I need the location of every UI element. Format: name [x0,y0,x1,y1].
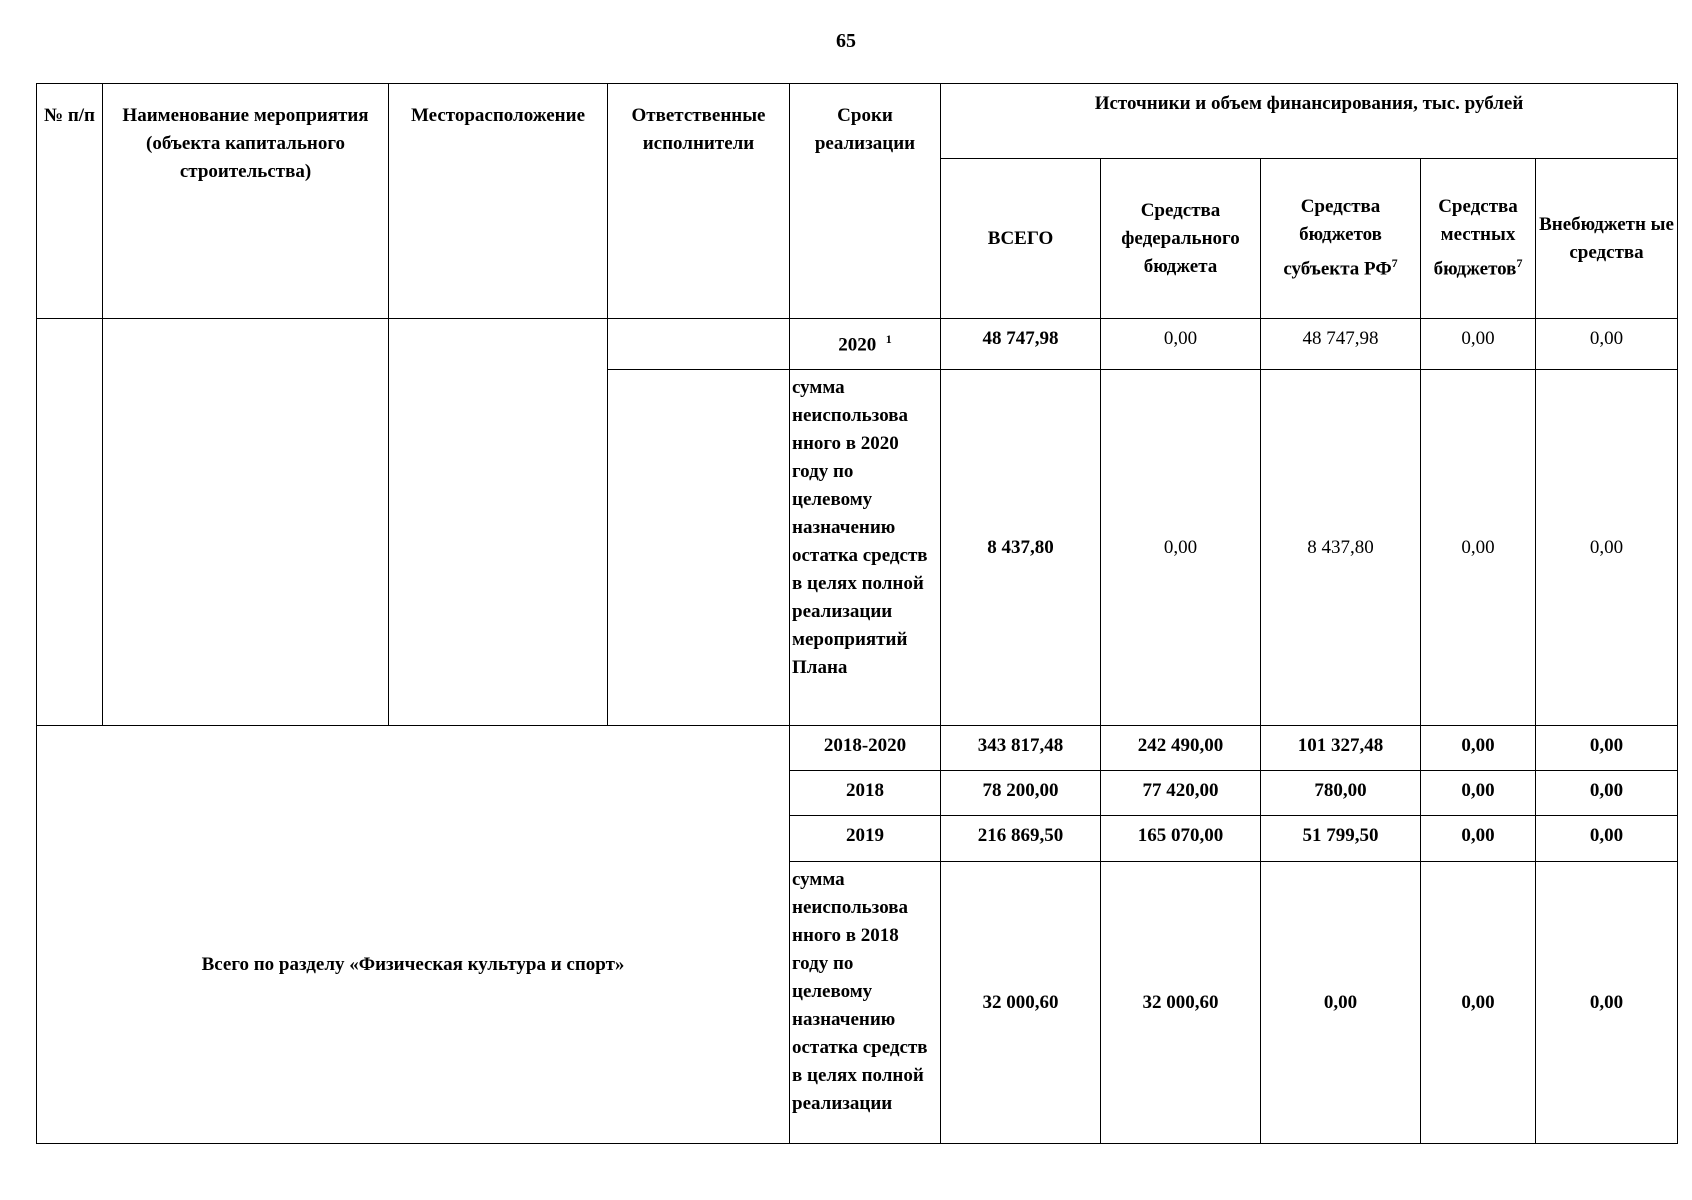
header-federal: Средства федерального бюджета [1101,159,1261,319]
cell-term: сумма неиспользова нного в 2020 году по целевому назначению остатка средств в целях полной реализации мероприятий Плана [790,370,941,726]
cell-federal: 77 420,00 [1101,771,1261,816]
term-text: 2020 [838,334,877,356]
summary-label: Всего по разделу «Физическая культура и спорт» [37,726,790,1144]
cell-extra: 0,00 [1536,370,1678,726]
term-footnote: 1 [885,332,892,346]
cell-term [790,319,941,370]
summary-row [37,726,1678,771]
cell-location [389,319,608,726]
header-sources: Источники и объем финансирования, тыс. рублей [941,84,1678,159]
header-executors: Ответственные исполнители [608,84,790,319]
cell-regional: 51 799,50 [1261,816,1421,862]
cell-federal: 242 490,00 [1101,726,1261,771]
page-number: 65 [836,30,856,52]
cell-local: 0,00 [1421,726,1536,771]
cell-federal: 165 070,00 [1101,816,1261,862]
cell-executors [608,319,790,370]
cell-total: 8 437,80 [941,370,1101,726]
cell-local: 0,00 [1421,862,1536,1144]
cell-extra: 0,00 [1536,816,1678,862]
cell-total: 32 000,60 [941,862,1101,1144]
cell-term: 2018 [790,771,941,816]
header-regional-footnote: 7 [1391,256,1398,271]
header-total: ВСЕГО [941,159,1101,319]
cell-local: 0,00 [1421,771,1536,816]
header-extra: Внебюджетн ые средства [1536,159,1678,319]
header-local-footnote: 7 [1516,256,1523,271]
cell-term: сумма неиспользова нного в 2018 году по целевому назначению остатка средств в целях полной реализации [790,862,941,1144]
cell-federal: 0,00 [1101,319,1261,370]
cell-regional: 101 327,48 [1261,726,1421,771]
financing-table [36,83,1678,1144]
cell-executors [608,370,790,726]
cell-term: 2019 [790,816,941,862]
table-row [37,319,1678,370]
cell-local: 0,00 [1421,319,1536,370]
cell-term: 2018-2020 [790,726,941,771]
header-local [1421,159,1536,319]
cell-name [103,319,389,726]
header-local-text: Средства местных бюджетов [1433,196,1518,280]
header-num: № п/п [37,84,103,319]
cell-total: 343 817,48 [941,726,1101,771]
cell-total: 48 747,98 [941,319,1101,370]
cell-regional: 48 747,98 [1261,319,1421,370]
header-regional [1261,159,1421,319]
cell-extra: 0,00 [1536,726,1678,771]
cell-local: 0,00 [1421,816,1536,862]
cell-num [37,319,103,726]
cell-regional: 0,00 [1261,862,1421,1144]
cell-extra: 0,00 [1536,319,1678,370]
cell-federal: 32 000,60 [1101,862,1261,1144]
cell-federal: 0,00 [1101,370,1261,726]
cell-extra: 0,00 [1536,771,1678,816]
header-terms: Сроки реализации [790,84,941,319]
header-name: Наименование мероприятия (объекта капитального строительства) [103,84,389,319]
cell-total: 78 200,00 [941,771,1101,816]
cell-regional: 8 437,80 [1261,370,1421,726]
cell-local: 0,00 [1421,370,1536,726]
cell-extra: 0,00 [1536,862,1678,1144]
header-regional-text: Средства бюджетов субъекта РФ [1283,196,1392,280]
cell-regional: 780,00 [1261,771,1421,816]
header-location: Месторасположение [389,84,608,319]
cell-total: 216 869,50 [941,816,1101,862]
